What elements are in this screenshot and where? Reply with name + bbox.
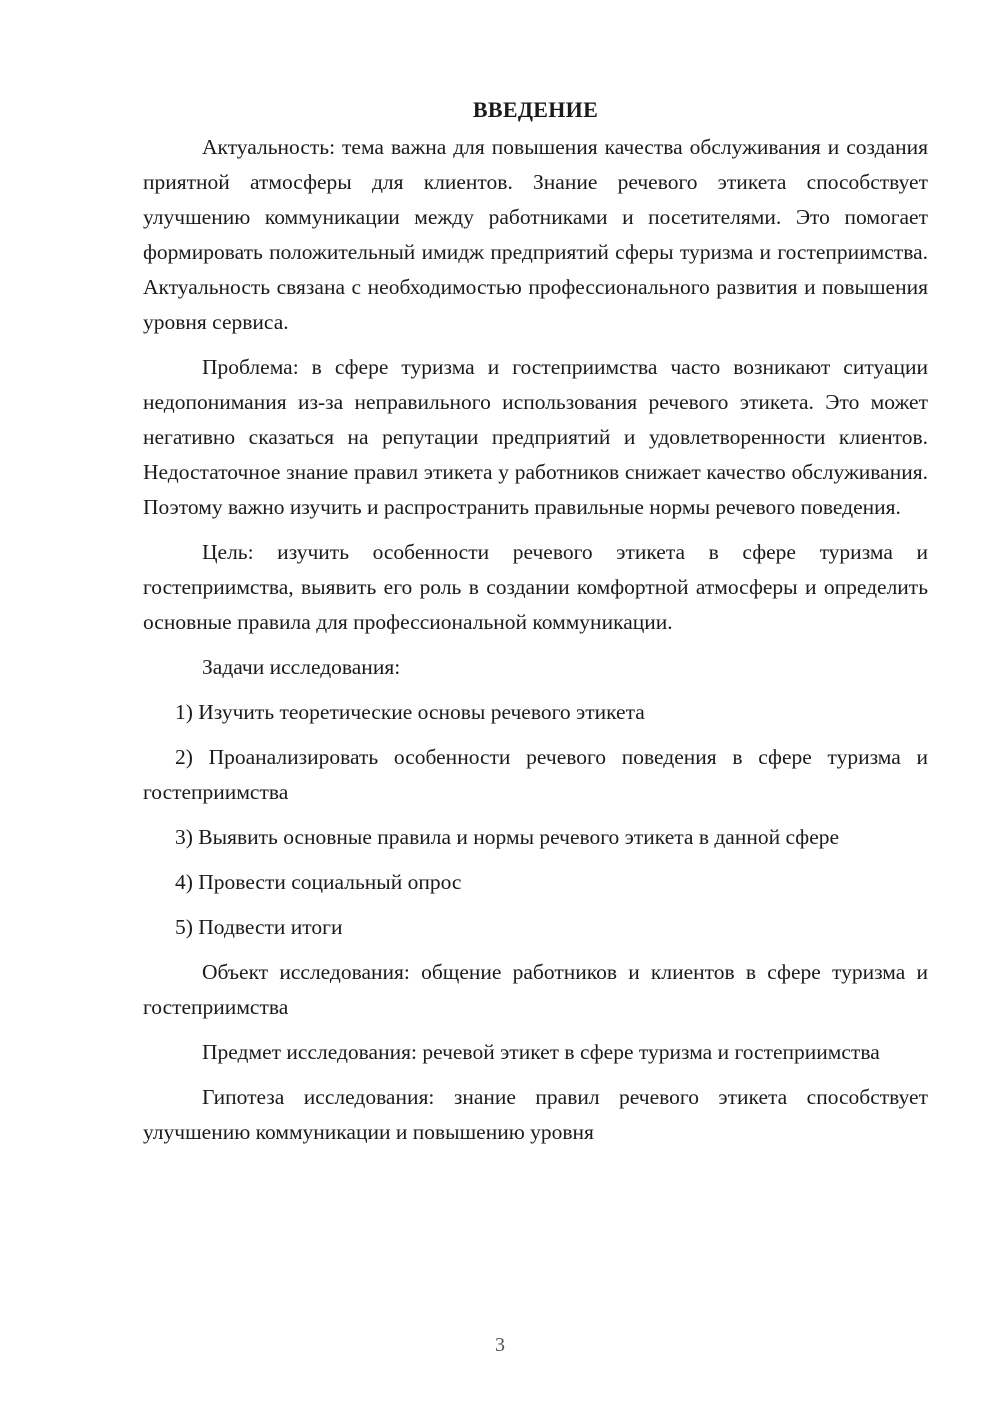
- paragraph-object: Объект исследования: общение работников и клиентов в сфере туризма и гостеприимства: [143, 960, 928, 1019]
- task-item-3: 3) Выявить основные правила и нормы речевого этикета в данной сфере: [175, 825, 840, 849]
- document-title: ВВЕДЕНИЕ: [472, 97, 599, 122]
- document-page: [143, 92, 928, 1160]
- paragraph-goal: Цель: изучить особенности речевого этикета в сфере туризма и гостеприимства, выявить его роль в создании комфортной атмосферы и определить основные правила для профессиональной коммуникации.: [143, 540, 928, 634]
- paragraph-hypothesis: Гипотеза исследования: знание правил речевого этикета способствует улучшению коммуникации и повышению уровня: [143, 1085, 928, 1144]
- task-item-4: 4) Провести социальный опрос: [175, 870, 462, 894]
- paragraph-tasks-heading: Задачи исследования:: [202, 655, 401, 679]
- paragraph-subject: Предмет исследования: речевой этикет в сфере туризма и гостеприимства: [202, 1040, 880, 1064]
- paragraph-problem: Проблема: в сфере туризма и гостеприимства часто возникают ситуации недопонимания из-за неправильного использования речевого этикета. Это может негативно сказаться на репутации предприятий и удовлетворенности клиентов. Недостаточное знание правил этикета у работников снижает качество обслуживания. Поэтому важно изучить и распространить правильные нормы речевого поведения.: [143, 355, 928, 519]
- paragraph-relevance: Актуальность: тема важна для повышения качества обслуживания и создания приятной атмосферы для клиентов. Знание речевого этикета способствует улучшению коммуникации между работниками и посетителями. Это помогает формировать положительный имидж предприятий сферы туризма и гостеприимства. Актуальность связана с необходимостью профессионального развития и повышения уровня сервиса.: [143, 135, 928, 334]
- page-number: 3: [495, 1334, 505, 1356]
- task-item-5: 5) Подвести итоги: [175, 915, 343, 939]
- task-item-2: 2) Проанализировать особенности речевого поведения в сфере туризма и гостеприимства: [143, 745, 928, 804]
- task-item-1: 1) Изучить теоретические основы речевого этикета: [175, 700, 645, 724]
